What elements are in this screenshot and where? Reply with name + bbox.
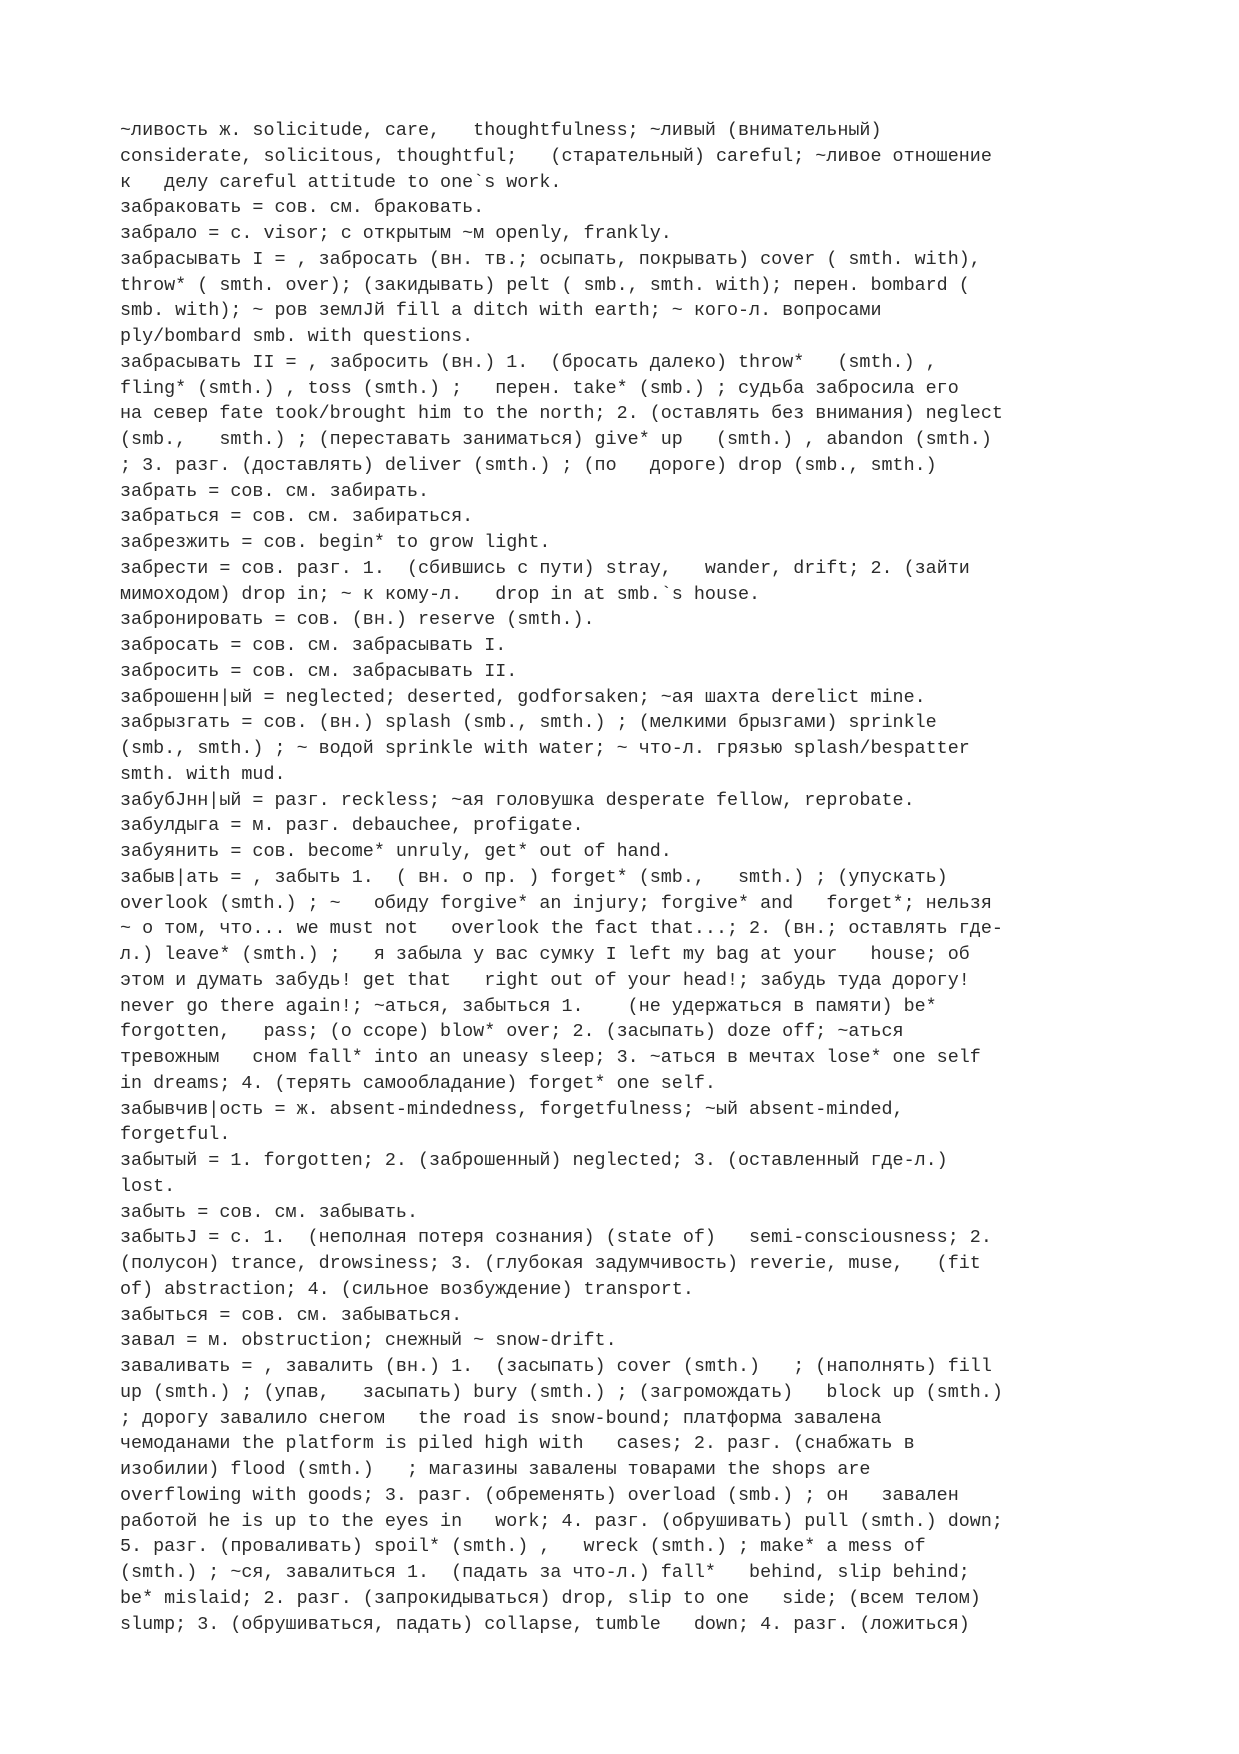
text-line: slump; 3. (обрушиваться, падать) collapse, tumble down; 4. разг. (ложиться) <box>120 1613 970 1635</box>
text-line: lost. <box>120 1175 176 1197</box>
text-line: этом и думать забудь! get that right out of your head!; забудь туда дорогу! <box>120 969 970 991</box>
text-line: забыться = сов. см. забываться. <box>120 1304 463 1326</box>
text-line: забрызгать = сов. (вн.) splash (smb., smth.) ; (мелкими брызгами) sprinkle <box>120 712 937 734</box>
text-line: забросать = сов. см. забрасывать I. <box>120 635 507 656</box>
text-line: overlook (smth.) ; ~ обиду forgive* an injury; forgive* and forget*; нельзя <box>120 892 992 914</box>
text-line: забраковать = сов. см. браковать. <box>120 197 485 219</box>
text-line: забрести = сов. разг. 1. (сбившись с пути) stray, wander, drift; 2. (зайти <box>120 557 970 579</box>
text-line: забубЈнн|ый = разг. reckless; ~ая головушка desperate fellow, reprobate. <box>120 789 915 811</box>
text-line: забыв|ать = , забыть 1. ( вн. о пр. ) forget* (smb., smth.) ; (упускать) <box>120 866 948 888</box>
text-line: заваливать = , завалить (вн.) 1. (засыпать) cover (smth.) ; (наполнять) fill <box>120 1356 992 1377</box>
text-line: forgetful. <box>120 1124 231 1146</box>
text-line: in dreams; 4. (терять самообладание) forget* one self. <box>120 1072 716 1094</box>
text-line: ; 3. разг. (доставлять) deliver (smth.) ; (по дороге) drop (smb., smth.) <box>120 454 937 476</box>
text-line: л.) leave* (smth.) ; я забыла у вас сумку I left my bag at your house; об <box>120 944 970 965</box>
text-line: never go there again!; ~аться, забыться 1. (не удержаться в памяти) be* <box>120 995 937 1017</box>
text-line: of) abstraction; 4. (сильное возбуждение) transport. <box>120 1278 694 1300</box>
text-line: работой he is up to the eyes in work; 4. разг. (обрушивать) pull (smth.) down; <box>120 1510 1003 1532</box>
text-line: fling* (smth.) , toss (smth.) ; перен. take* (smb.) ; судьба забросила его <box>120 377 959 399</box>
text-line: мимоходом) drop in; ~ к кому-л. drop in at smb.`s house. <box>120 583 761 605</box>
text-line: throw* ( smth. over); (закидывать) pelt ( smb., smth. with); перен. bombard ( <box>120 274 970 296</box>
text-line: завал = м. obstruction; снежный ~ snow-drift. <box>120 1330 617 1352</box>
text-line: forgotten, pass; (о ссоре) blow* over; 2. (засыпать) doze off; ~аться <box>120 1021 904 1043</box>
text-line: забрасывать I = , забросать (вн. тв.; осыпать, покрывать) cover ( smth. with), <box>120 248 981 270</box>
text-line: ~ о том, что... we must not overlook the fact that...; 2. (вн.; оставлять где- <box>120 918 1003 940</box>
text-line: заброшенн|ый = neglected; deserted, godforsaken; ~ая шахта derelict mine. <box>120 686 926 708</box>
dictionary-text <box>120 118 1130 1637</box>
text-line: изобилии) flood (smth.) ; магазины завалены товарами the shops are <box>120 1459 871 1480</box>
text-line: 5. разг. (проваливать) spoil* (smth.) , wreck (smth.) ; make* a mess of <box>120 1536 926 1558</box>
text-line: ~ливость ж. solicitude, care, thoughtfulness; ~ливый (внимательный) <box>120 120 882 141</box>
text-line: забрезжить = сов. begin* to grow light. <box>120 532 551 553</box>
text-line: забрасывать II = , забросить (вн.) 1. (бросать далеко) throw* (smth.) , <box>120 351 937 373</box>
text-line: забросить = сов. см. забрасывать II. <box>120 660 518 682</box>
text-line: забронировать = сов. (вн.) reserve (smth.). <box>120 609 595 631</box>
text-line: ; дорогу завалило снегом the road is snow-bound; платформа завалена <box>120 1407 882 1429</box>
text-line: на север fate took/brought him to the north; 2. (оставлять без внимания) neglect <box>120 403 1003 425</box>
text-line: чемоданами the platform is piled high with cases; 2. разг. (снабжать в <box>120 1433 915 1455</box>
text-line: smth. with mud. <box>120 763 286 785</box>
text-line: (полусон) trance, drowsiness; 3. (глубокая задумчивость) reverie, muse, (fit <box>120 1253 981 1274</box>
text-line: забраться = сов. см. забираться. <box>120 506 474 528</box>
text-line: considerate, solicitous, thoughtful; (старательный) careful; ~ливое отношение <box>120 145 992 167</box>
text-line: забулдыга = м. разг. debauchee, profigate. <box>120 815 584 837</box>
text-line: (smb., smth.) ; (переставать заниматься) give* up (smth.) , abandon (smth.) <box>120 429 992 450</box>
text-line: забуянить = сов. become* unruly, get* out of hand. <box>120 841 672 862</box>
text-line: забрало = с. visor; с открытым ~м openly, frankly. <box>120 223 672 244</box>
text-line: (smth.) ; ~ся, завалиться 1. (падать за что-л.) fall* behind, slip behind; <box>120 1562 970 1583</box>
text-line: ply/bombard smb. with questions. <box>120 326 474 347</box>
text-line: overflowing with goods; 3. разг. (обременять) overload (smb.) ; он завален <box>120 1484 959 1506</box>
text-line: забытый = 1. forgotten; 2. (заброшенный) neglected; 3. (оставленный где-л.) <box>120 1150 948 1171</box>
text-line: забытьЈ = с. 1. (неполная потеря сознания) (state of) semi-consciousness; 2. <box>120 1227 992 1249</box>
text-line: be* mislaid; 2. разг. (запрокидываться) drop, slip to one side; (всем телом) <box>120 1587 981 1609</box>
text-line: (smb., smth.) ; ~ водой sprinkle with water; ~ что-л. грязью splash/bespatter <box>120 738 970 759</box>
text-line: забрать = сов. см. забирать. <box>120 480 430 502</box>
text-line: забывчив|ость = ж. absent-mindedness, forgetfulness; ~ый absent-minded, <box>120 1098 904 1120</box>
text-line: тревожным сном fall* into an uneasy sleep; 3. ~аться в мечтах lose* one self <box>120 1047 981 1068</box>
text-line: к делу careful attitude to one`s work. <box>120 171 562 193</box>
text-line: забыть = сов. см. забывать. <box>120 1201 418 1223</box>
text-line: smb. with); ~ ров землЈй fill a ditch with earth; ~ кого-л. вопросами <box>120 300 882 322</box>
text-line: up (smth.) ; (упав, засыпать) bury (smth.) ; (загромождать) block up (smth.) <box>120 1381 1003 1403</box>
